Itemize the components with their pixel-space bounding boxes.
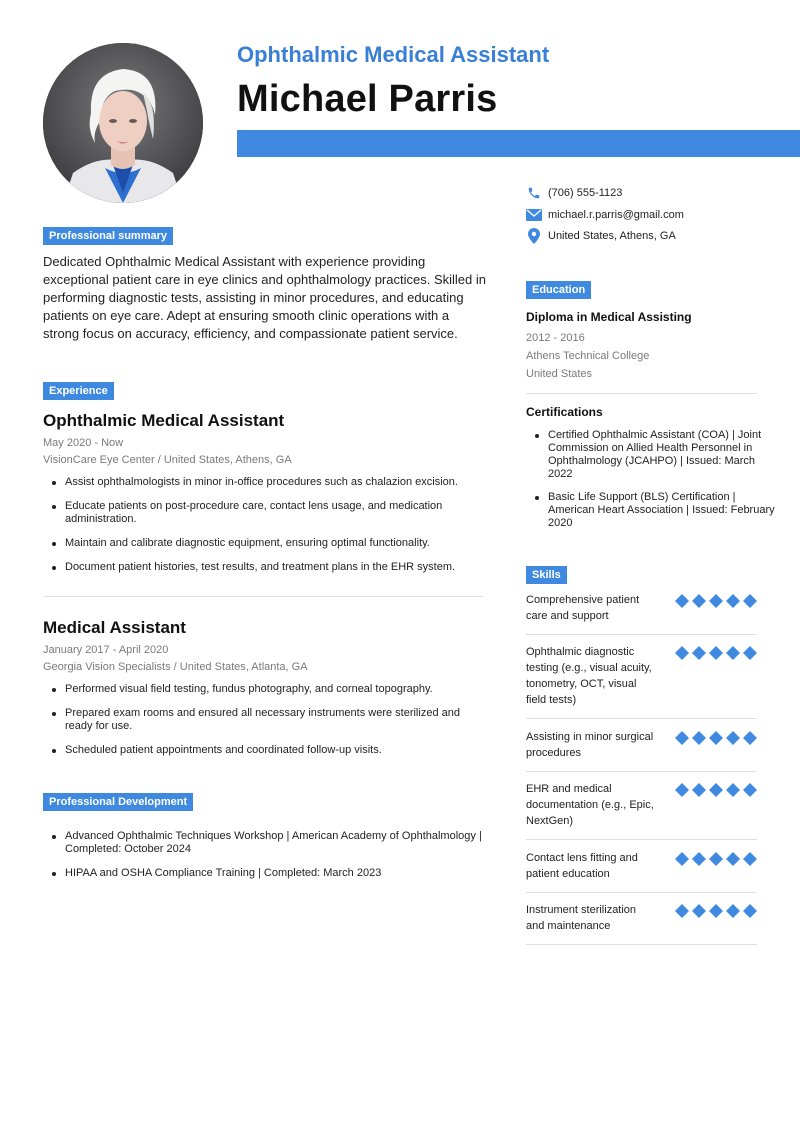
rating-diamond-icon <box>675 646 689 660</box>
skill-name: Contact lens fitting and patient education <box>526 852 638 880</box>
certification-item: Basic Life Support (BLS) Certification | American Heart Association | Issued: February 2020 <box>526 491 776 530</box>
experience-divider <box>43 596 483 597</box>
rating-diamond-icon <box>675 852 689 866</box>
experience-company: VisionCare Eye Center / United States, Athens, GA <box>43 454 292 466</box>
rating-diamond-icon <box>726 646 740 660</box>
skill-rating <box>675 731 757 771</box>
rating-diamond-icon <box>743 731 757 745</box>
avatar-portrait <box>43 43 203 203</box>
rating-diamond-icon <box>692 646 706 660</box>
profile-photo <box>43 43 203 203</box>
skill-rating <box>675 646 757 718</box>
education-years: 2012 - 2016 <box>526 332 585 344</box>
experience-dates: January 2017 - April 2020 <box>43 644 169 656</box>
skill-rating <box>675 852 757 892</box>
rating-diamond-icon <box>726 852 740 866</box>
skill-name: Ophthalmic diagnostic testing (e.g., visual acuity, tonometry, OCT, visual field tests) <box>526 646 652 706</box>
experience-bullet: Maintain and calibrate diagnostic equipment, ensuring optimal functionality. <box>43 537 488 550</box>
rating-diamond-icon <box>692 594 706 608</box>
skill-row <box>526 850 757 893</box>
education-school: Athens Technical College <box>526 350 650 362</box>
rating-diamond-icon <box>709 852 723 866</box>
section-skills-tag: Skills <box>526 566 567 584</box>
skill-row <box>526 592 757 635</box>
education-location: United States <box>526 368 593 380</box>
experience-title: Ophthalmic Medical Assistant <box>43 411 285 430</box>
contact-email-text: michael.r.parris@gmail.com <box>548 209 684 221</box>
summary-text: Dedicated Ophthalmic Medical Assistant with experience providing exceptional patient care in eye clinics and ophthalmology practices. Skilled in performing diagnostic tests, assisting in minor procedures, and educating patients on eye care. Adept at ensuring smooth clinic operations with a strong focus on accuracy, efficiency, and compassionate patient service. <box>43 254 486 341</box>
rating-diamond-icon <box>743 783 757 797</box>
rating-diamond-icon <box>692 783 706 797</box>
rating-diamond-icon <box>726 594 740 608</box>
certification-item: Certified Ophthalmic Assistant (COA) | Joint Commission on Allied Health Personnel in Ophthalmology (JCAHPO) | Issued: March 2022 <box>526 429 776 481</box>
skill-row <box>526 729 757 772</box>
section-experience-tag: Experience <box>43 382 114 400</box>
experience-company: Georgia Vision Specialists / United States, Atlanta, GA <box>43 661 308 673</box>
certifications-list <box>526 429 776 540</box>
education-degree: Diploma in Medical Assisting <box>526 310 692 324</box>
rating-diamond-icon <box>709 783 723 797</box>
email-icon <box>526 207 542 223</box>
rating-diamond-icon <box>709 731 723 745</box>
rating-diamond-icon <box>692 904 706 918</box>
rating-diamond-icon <box>675 783 689 797</box>
rating-diamond-icon <box>675 731 689 745</box>
section-education-tag: Education <box>526 281 591 299</box>
skill-name: EHR and medical documentation (e.g., Epic, NextGen) <box>526 783 654 827</box>
rating-diamond-icon <box>726 904 740 918</box>
phone-icon <box>526 185 542 201</box>
header-job-title: Ophthalmic Medical Assistant <box>237 42 550 67</box>
section-professional-development-tag: Professional Development <box>43 793 193 811</box>
rating-diamond-icon <box>743 594 757 608</box>
experience-bullet: Educate patients on post-procedure care, contact lens usage, and medication administration. <box>43 500 488 526</box>
experience-bullet: Document patient histories, test results, and treatment plans in the EHR system. <box>43 561 488 574</box>
rating-diamond-icon <box>709 904 723 918</box>
header-name: Michael Parris <box>237 78 498 120</box>
skill-rating <box>675 904 757 944</box>
rating-diamond-icon <box>675 904 689 918</box>
contact-email <box>526 207 786 223</box>
skill-rating <box>675 594 757 634</box>
skill-row <box>526 644 757 719</box>
experience-bullets <box>43 683 488 757</box>
contact-phone-text: (706) 555-1123 <box>548 187 623 199</box>
rating-diamond-icon <box>709 646 723 660</box>
contact-phone <box>526 185 786 201</box>
experience-bullets <box>43 476 488 574</box>
skill-row <box>526 781 757 840</box>
skill-name: Comprehensive patient care and support <box>526 594 640 622</box>
section-summary-tag: Professional summary <box>43 227 173 245</box>
header-accent-bar <box>237 130 800 157</box>
experience-bullet: Assist ophthalmologists in minor in-office procedures such as chalazion excision. <box>43 476 488 489</box>
education-item <box>526 310 766 386</box>
rating-diamond-icon <box>709 594 723 608</box>
rating-diamond-icon <box>726 783 740 797</box>
education-divider <box>526 393 757 394</box>
location-pin-icon <box>526 228 542 244</box>
skill-name: Assisting in minor surgical procedures <box>526 731 654 759</box>
experience-bullet: Scheduled patient appointments and coordinated follow-up visits. <box>43 744 488 757</box>
experience-dates: May 2020 - Now <box>43 437 124 449</box>
experience-bullet: Prepared exam rooms and ensured all necessary instruments were sterilized and ready for use. <box>43 707 488 733</box>
experience-bullet: Performed visual field testing, fundus photography, and corneal topography. <box>43 683 488 696</box>
rating-diamond-icon <box>692 852 706 866</box>
professional-development-item: HIPAA and OSHA Compliance Training | Completed: March 2023 <box>43 867 503 880</box>
skill-name: Instrument sterilization and maintenance <box>526 904 637 932</box>
experience-item <box>43 618 488 768</box>
professional-development-list <box>43 830 503 891</box>
contact-location-text: United States, Athens, GA <box>548 230 676 242</box>
experience-item <box>43 411 488 585</box>
professional-development-item: Advanced Ophthalmic Techniques Workshop | American Academy of Ophthalmology | Completed: October 2024 <box>43 830 503 856</box>
section-certifications-title: Certifications <box>526 405 603 419</box>
rating-diamond-icon <box>743 646 757 660</box>
rating-diamond-icon <box>743 904 757 918</box>
rating-diamond-icon <box>726 731 740 745</box>
experience-title: Medical Assistant <box>43 618 186 637</box>
rating-diamond-icon <box>692 731 706 745</box>
contact-location <box>526 228 786 244</box>
skill-row <box>526 902 757 945</box>
rating-diamond-icon <box>743 852 757 866</box>
skill-rating <box>675 783 757 839</box>
rating-diamond-icon <box>675 594 689 608</box>
